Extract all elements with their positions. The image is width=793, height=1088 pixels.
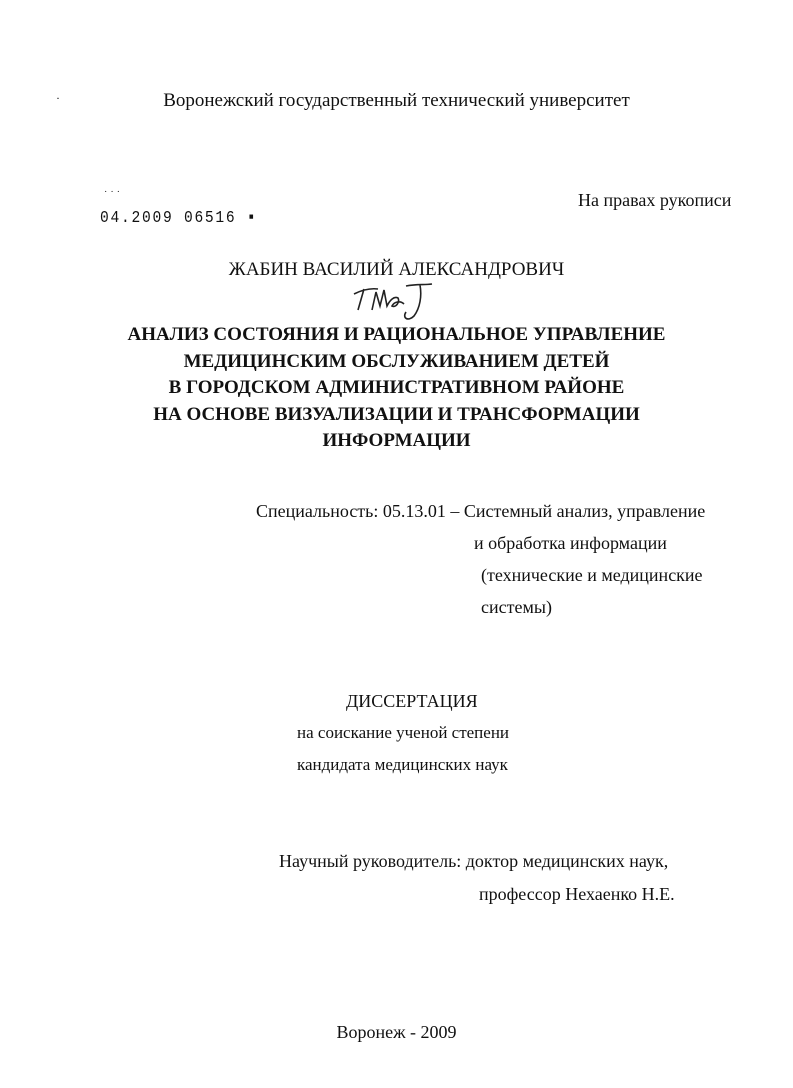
title-line: ИНФОРМАЦИИ bbox=[322, 430, 471, 451]
title-line: НА ОСНОВЕ ВИЗУАЛИЗАЦИИ И ТРАНСФОРМАЦИИ bbox=[153, 403, 640, 425]
specialty-line: системы) bbox=[481, 597, 552, 617]
degree-line: кандидата медицинских наук bbox=[297, 755, 508, 774]
dissertation-title bbox=[0, 322, 793, 455]
archive-mark: ▪ bbox=[236, 209, 258, 228]
archive-number-text: 04.2009 06516 bbox=[100, 209, 237, 228]
title-line: АНАЛИЗ СОСТОЯНИЯ И РАЦИОНАЛЬНОЕ УПРАВЛЕНИЕ bbox=[127, 324, 666, 345]
specialty-line: и обработка информации bbox=[474, 533, 667, 553]
specialty-line: (технические и медицинские bbox=[481, 565, 703, 585]
document-type: ДИССЕРТАЦИЯ bbox=[346, 691, 478, 711]
author-name: ЖАБИН ВАСИЛИЙ АЛЕКСАНДРОВИЧ bbox=[228, 259, 565, 280]
advisor-line: Научный руководитель: доктор медицинских наук, bbox=[279, 851, 669, 871]
title-line: В ГОРОДСКОМ АДМИНИСТРАТИВНОМ РАЙОНЕ bbox=[168, 377, 625, 398]
title-line: МЕДИЦИНСКИМ ОБСЛУЖИВАНИЕМ ДЕТЕЙ bbox=[183, 350, 610, 372]
degree-line: на соискание ученой степени bbox=[297, 723, 510, 742]
scan-speck: · bbox=[56, 91, 60, 105]
advisor-name: профессор Нехаенко Н.Е. bbox=[479, 884, 675, 904]
rights-note: На правах рукописи bbox=[578, 190, 732, 210]
archive-stamp-marks: ˙˙˙ bbox=[104, 190, 123, 201]
author-signature bbox=[350, 276, 440, 326]
university-name: Воронежский государственный технический университет bbox=[163, 90, 630, 111]
archive-number bbox=[100, 209, 257, 229]
specialty-line: Специальность: 05.13.01 – Системный анализ, управление bbox=[256, 501, 706, 521]
city-year: Воронеж - 2009 bbox=[336, 1022, 457, 1042]
